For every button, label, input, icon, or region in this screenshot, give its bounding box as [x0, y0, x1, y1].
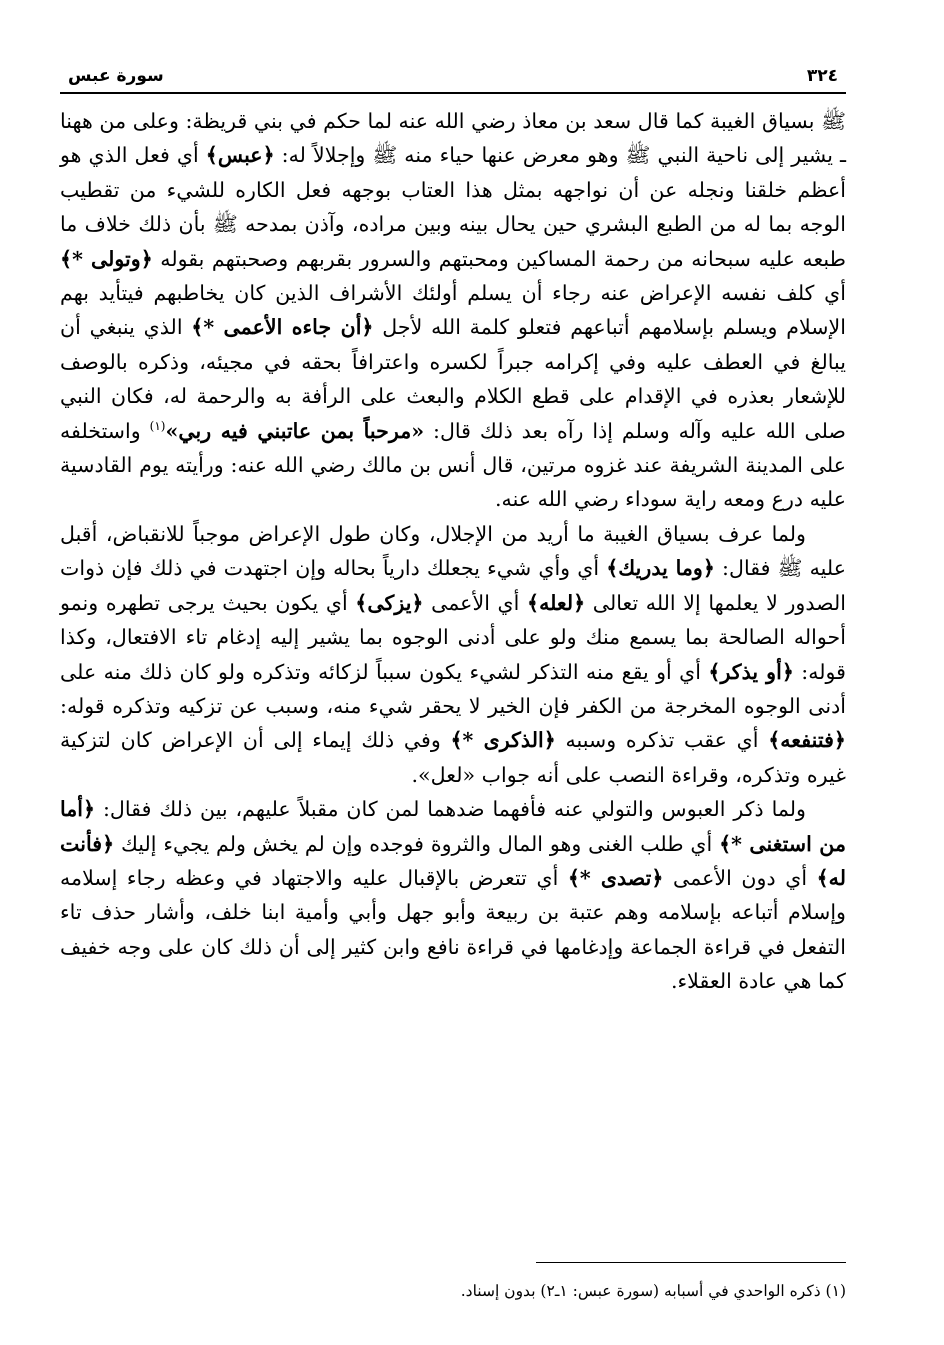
- page-number: ٣٢٤: [806, 66, 838, 86]
- quran-quote: ﴿عبس﴾: [205, 143, 275, 168]
- text-run: أي يكون بحيث يرجى تطهره ونمو أحواله الصالحة بما يسمع منك ولو على أدنى الوجوه بما يشير إليه إدغام تاء الافتعال، وكذا قوله:: [60, 590, 847, 684]
- quran-quote: «مرحباً بمن عاتبني فيه ربي»: [165, 418, 425, 443]
- text-run: أي طلب الغنى وهو المال والثروة فوجده وإن لم يخش ولم يجيء إليك: [114, 831, 720, 856]
- text-run: ولما عرف بسياق الغيبة ما أريد من الإجلال، وكان طول الإعراض موجباً للانقباض، أقبل عليه ﷺ فقال:: [60, 521, 846, 581]
- paragraph: [60, 517, 846, 792]
- running-title: سورة عبس: [68, 66, 164, 86]
- text-run: أي وأي شيء يجعلك دارياً بحاله وإن اجتهدت في ذلك فإن ذوات الصدور لا يعلمها إلا الله تعالى: [60, 556, 847, 615]
- quran-quote: ﴿فتنفعه﴾: [768, 728, 846, 753]
- quran-quote: ﴿أما من استغنى *﴾: [60, 797, 847, 856]
- body-text: [60, 104, 846, 999]
- text-run: أي الأعمى: [423, 590, 527, 615]
- text-run: الذي ينبغي أن يبالغ في العطف عليه وفي إكرامه جبراً لكسره واعترافاً بحقه في مجيئه، وذكره بالوصف للإشعار بعذره في الإقدام على قطع الكلام والبعث على الرأفة به والرحمة له، فكان النبي صلى الله عليه وآله وسلم إذا رآه بعد ذلك قال:: [60, 315, 846, 443]
- text-run: واستخلفه على المدينة الشريفة عند غزوه مرتين، قال أنس بن مالك رضي الله عنه: ورأيته يوم القادسية عليه درع ومعه راية سوداء رضي الله عنه.: [60, 418, 846, 512]
- quran-quote: ﴿وما يدريك﴾: [606, 556, 715, 581]
- paragraph: [60, 792, 846, 998]
- quran-quote: ﴿أو يذكر﴾: [708, 659, 794, 684]
- footnote-marker: (١): [825, 1282, 846, 1300]
- text-run: أي فعل الذي هو أعظم خلقنا ونجله عن أن نواجهه بمثل هذا العتاب بوجهه فعل الكاره للشيء من تقطيب الوجه بما له من الطبع البشري حين يحال بينه وبين مراده، وآذن بمدحه ﷺ بأن ذلك خلاف ما طبعه عليه سبحانه من رحمة المساكين ومحبتهم والسرور بقربهم وصحبتهم بقوله: [60, 143, 847, 271]
- quran-quote: ﴿فأنت له﴾: [60, 831, 846, 890]
- text-run: أي تتعرض بالإقبال عليه والاجتهاد في وعظه رجاء إسلامه وإسلام أتباعه بإسلامه وهم عتبة بن ربيعة وأبو جهل وأبي وأمية ابنا خلف، وأشار حذف تاء التفعل في قراءة الجماعة وإدغامها في قراءة نافع وابن كثير إلى أن ذلك كان على وجه خفيف كما هي عادة العقلاء.: [60, 865, 846, 994]
- text-run: ﷺ بسياق الغيبة كما قال سعد بن معاذ رضي الله عنه لما حكم في بني قريظة: وعلى من ههنا ـ يشير إلى ناحية النبي ﷺ وهو معرض عنها حياء منه ﷺ وإجلالاً له:: [60, 109, 847, 168]
- quran-quote: ﴿تصدى *﴾: [567, 865, 664, 890]
- text-run: وفي ذلك إيماء إلى أن الإعراض كان لتزكية غيره وتذكره، وقراءة النصب على أنه جواب «لعل».: [60, 728, 846, 787]
- paragraph: [60, 104, 846, 517]
- quran-quote: ﴿الذكرى *﴾: [450, 728, 556, 753]
- quran-quote: ﴿وتولى *﴾: [60, 246, 153, 271]
- text-run: أي عقب تذكره وسببه: [555, 728, 769, 753]
- text-run: ولما ذكر العبوس والتولي عنه فأفهما ضدهما لمن كان مقبلاً عليهم، بين ذلك فقال:: [95, 797, 806, 822]
- quran-quote: ﴿أن جاءه الأعمى *﴾: [191, 315, 374, 340]
- quran-quote: ﴿لعله﴾: [527, 590, 586, 615]
- text-run: أي دون الأعمى: [663, 865, 817, 890]
- quran-quote: ﴿يزكى﴾: [355, 590, 424, 615]
- footnote-divider: [536, 1262, 846, 1263]
- text-run: أي كلف نفسه الإعراض عنه رجاء أن يسلم أولئك الأشراف الذين كان يخاطبهم فيتأيد بهم الإسلام ويسلم بإسلامهم أتباعهم فتعلو كلمة الله لأجل: [60, 281, 846, 340]
- book-page: [60, 58, 846, 1318]
- footnote-text: ذكره الواحدي في أسبابه (سورة عبس: ١ـ٢) بدون إسناد.: [460, 1282, 821, 1300]
- footnote-reference: (١): [149, 418, 166, 433]
- text-run: أي أو يقع منه التذكر لشيء يكون سبباً لزكائه وتذكره ولو كان ذلك منه على أدنى الوجوه المخرجة من الكفر فإن الخير لا يحقر شيء منه، وسبب عن تزكيه وتذكره قوله:: [60, 659, 846, 718]
- page-header: [60, 58, 846, 94]
- footnote: [60, 1280, 846, 1302]
